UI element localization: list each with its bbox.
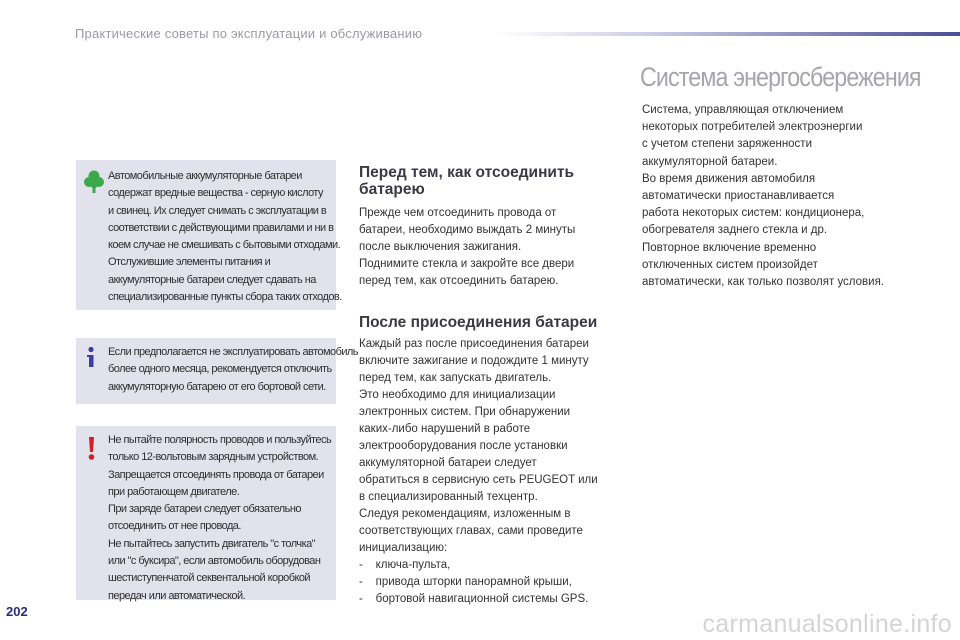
note-line: Автомобильные аккумуляторные батареи (108, 170, 302, 182)
note-line: коем случае не смешивать с бытовыми отходами. (108, 239, 341, 252)
note-line: содержат вредные вещества - серную кислоту (108, 187, 323, 200)
reconnect-text (359, 336, 634, 608)
watermark: carmanualsonline.info (702, 610, 952, 638)
paragraph-line: Это необходимо для инициализации (359, 389, 556, 401)
list-item: - ключа-пульта, (359, 559, 451, 571)
header-title: Практические советы по эксплуатации и обслуживанию (75, 26, 423, 41)
info-note-text (108, 344, 358, 396)
reconnect-heading: После присоединения батареи (359, 314, 598, 331)
paragraph-line: электронных систем. При обнаружении (359, 406, 571, 418)
paragraph-line: перед тем, как отсоединить батарею. (359, 275, 559, 287)
paragraph-line: включите зажигание и подождите 1 минуту (359, 355, 589, 367)
list-item: - привода шторки панорамной крыши, (359, 576, 572, 588)
paragraph-line: работа некоторых систем: кондиционера, (642, 207, 865, 220)
paragraph-line: автоматически, как только позволят условия. (642, 276, 884, 289)
paragraph-line: каких-либо нарушений в работе (359, 423, 531, 435)
note-line: только 12-вольтовым зарядным устройством. (108, 451, 319, 464)
note-line: Не пытайтесь запустить двигатель "с толчка" (108, 537, 315, 550)
note-line: или "с буксира", если автомобиль оборудован (108, 555, 321, 568)
environment-note-text (108, 168, 342, 306)
section-title: Система энергосбережения (640, 62, 921, 92)
note-line: При заряде батареи следует обязательно (108, 503, 301, 516)
note-line: соответствии с действующими правилами и ни в (108, 221, 334, 234)
paragraph-line: Повторное включение временно (642, 241, 817, 254)
paragraph-line: Система, управляющая отключением (642, 104, 844, 116)
paragraph-line: после выключения зажигания. (359, 241, 522, 253)
paragraph-line: с учетом степени заряженности (642, 138, 813, 151)
note-line: Если предполагается не эксплуатировать автомобиль (108, 346, 358, 358)
warning-icon (84, 436, 100, 467)
paragraph-line: батареи, необходимо выждать 2 минуты (359, 224, 576, 236)
tree-icon (84, 170, 104, 199)
paragraph-line: некоторых потребителей электроэнергии (642, 121, 863, 134)
paragraph-line: соответствующих главах, сами проведите (359, 525, 583, 537)
paragraph-line: автоматически приостанавливается (642, 190, 835, 203)
note-line: Отслужившие элементы питания и (108, 256, 271, 269)
note-line: аккумуляторную батарею от его бортовой сети. (108, 380, 326, 393)
environment-note-box (76, 160, 342, 310)
note-line: отсоединить от нее провода. (108, 520, 241, 533)
paragraph-line: Следуя рекомендациям, изложенным в (359, 508, 571, 520)
paragraph-line: аккумуляторной батареи следует (359, 457, 537, 469)
note-line: шестиступенчатой секвентальной коробкой (108, 572, 311, 585)
note-line: аккумуляторные батареи следует сдавать на (108, 273, 316, 286)
paragraph-line: перед тем, как запускать двигатель. (359, 372, 552, 384)
header-gradient-bar (495, 32, 960, 36)
heading-line: батарею (359, 181, 425, 198)
note-line: при работающем двигателе. (108, 485, 240, 498)
warning-note-text (108, 432, 332, 605)
disconnect-text (359, 205, 634, 290)
paragraph-line: в специализированный техцентр. (359, 491, 538, 503)
note-line: передач или автоматической. (108, 589, 246, 602)
list-item: - бортовой навигационной системы GPS. (359, 593, 589, 605)
paragraph-line: Поднимите стекла и закройте все двери (359, 258, 575, 270)
paragraph-line: электрооборудования после установки (359, 440, 568, 452)
info-icon (84, 346, 100, 375)
note-line: Запрещается отсоединять провода от батареи (108, 468, 324, 481)
disconnect-heading (359, 164, 629, 198)
heading-line: Перед тем, как отсоединить (359, 164, 575, 181)
warning-note-box (76, 426, 336, 600)
paragraph-line: Во время движения автомобиля (642, 172, 816, 185)
paragraph-line: отключенных систем произойдет (642, 258, 818, 271)
paragraph-line: Каждый раз после присоединения батареи (359, 338, 589, 350)
note-line: Не пытайте полярность проводов и пользуйтесь (108, 434, 332, 446)
paragraph-line: инициализацию: (359, 542, 448, 554)
paragraph-line: Прежде чем отсоединить провода от (359, 207, 557, 219)
note-line: более одного месяца, рекомендуется отключить (108, 363, 332, 376)
paragraph-line: обогревателя заднего стекла и др. (642, 224, 828, 237)
note-line: и свинец. Их следует снимать с эксплуатации в (108, 204, 327, 217)
paragraph-line: обратиться в сервисную сеть PEUGEOT или (359, 474, 598, 486)
note-line: специализированные пункты сбора таких отходов. (108, 291, 342, 304)
info-note-box (76, 338, 358, 404)
paragraph-line: аккумуляторной батареи. (642, 155, 778, 168)
page-number: 202 (6, 604, 28, 619)
energy-saving-text (642, 102, 932, 291)
